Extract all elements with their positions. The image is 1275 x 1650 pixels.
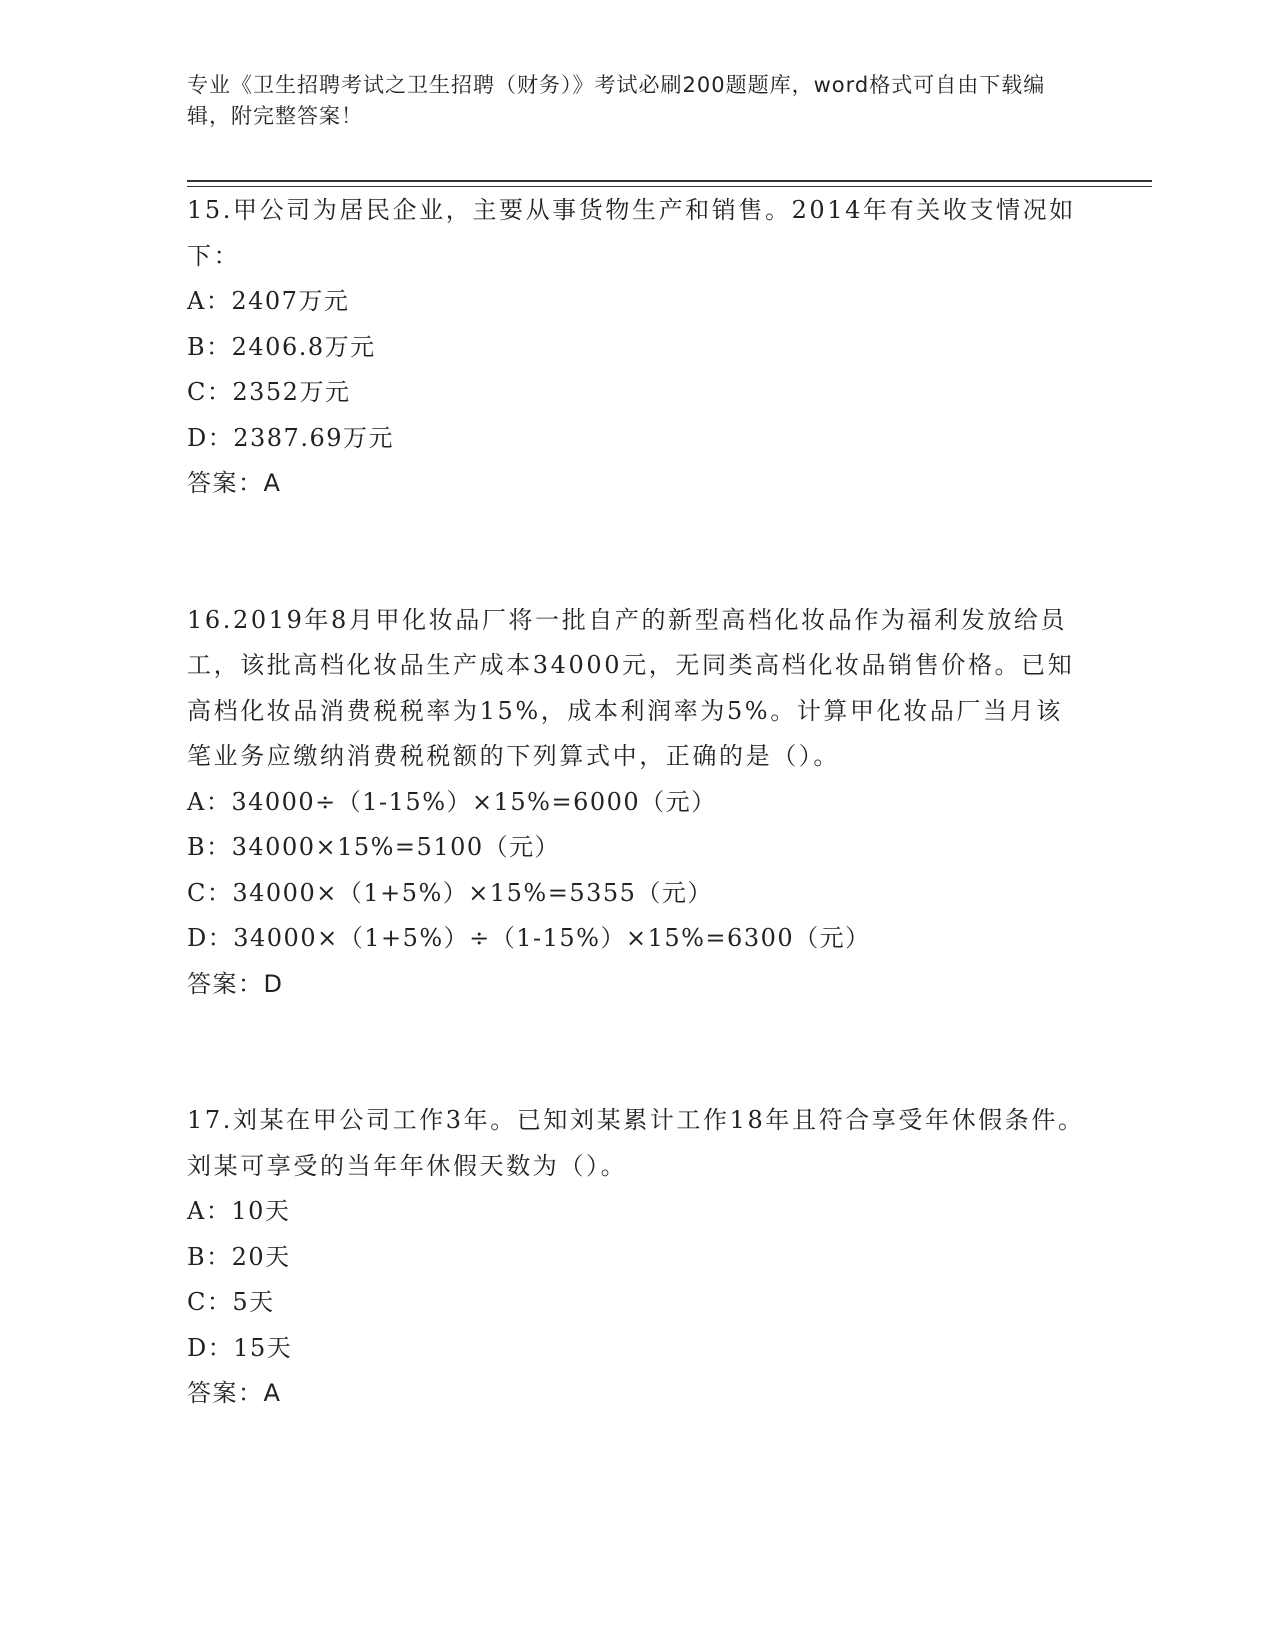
- option-a: A：2407万元: [187, 287, 350, 315]
- header-rule-thick: [187, 180, 1152, 182]
- option-c: C：2352万元: [187, 378, 351, 406]
- header-rule-thin: [187, 186, 1152, 187]
- answer-line: 答案：A: [187, 469, 282, 497]
- question-spacer: [187, 552, 1087, 598]
- question-15: [187, 188, 1087, 507]
- option-b: B：34000×15%=5100（元）: [187, 833, 561, 861]
- option-b: B：2406.8万元: [187, 332, 376, 361]
- question-stem: 17.刘某在甲公司工作3年。已知刘某累计工作18年且符合享受年休假条件。刘某可享受的当年年休假天数为（）。: [187, 1106, 1085, 1180]
- question-list: [187, 188, 1087, 1417]
- answer-line: 答案：A: [187, 1379, 282, 1407]
- question-spacer: [187, 507, 1087, 553]
- option-b: B：20天: [187, 1242, 291, 1271]
- option-d: D：15天: [187, 1333, 293, 1362]
- question-spacer: [187, 1007, 1087, 1053]
- question-17: [187, 1098, 1087, 1417]
- option-a: A：10天: [187, 1197, 291, 1225]
- option-d: D：34000×（1+5%）÷（1-15%）×15%=6300（元）: [187, 924, 871, 952]
- answer-line: 答案：D: [187, 969, 284, 998]
- document-header: 专业《卫生招聘考试之卫生招聘（财务）》考试必刷200题题库，word格式可自由下载编辑，附完整答案！: [187, 73, 1046, 128]
- option-a: A：34000÷（1-15%）×15%=6000（元）: [187, 787, 717, 816]
- question-stem: 16.2019年8月甲化妆品厂将一批自产的新型高档化妆品作为福利发放给员工，该批高档化妆品生产成本34000元，无同类高档化妆品销售价格。已知高档化妆品消费税税率为15%，成本利润率为5%。计算甲化妆品厂当月该笔业务应缴纳消费税税额的下列算式中，正确的是（）。: [187, 605, 1075, 770]
- question-stem: 15.甲公司为居民企业，主要从事货物生产和销售。2014年有关收支情况如下：: [187, 196, 1076, 270]
- question-spacer: [187, 1053, 1087, 1099]
- option-d: D：2387.69万元: [187, 423, 394, 452]
- option-c: C：5天: [187, 1288, 275, 1316]
- question-16: [187, 598, 1087, 1008]
- option-c: C：34000×（1+5%）×15%=5355（元）: [187, 878, 713, 907]
